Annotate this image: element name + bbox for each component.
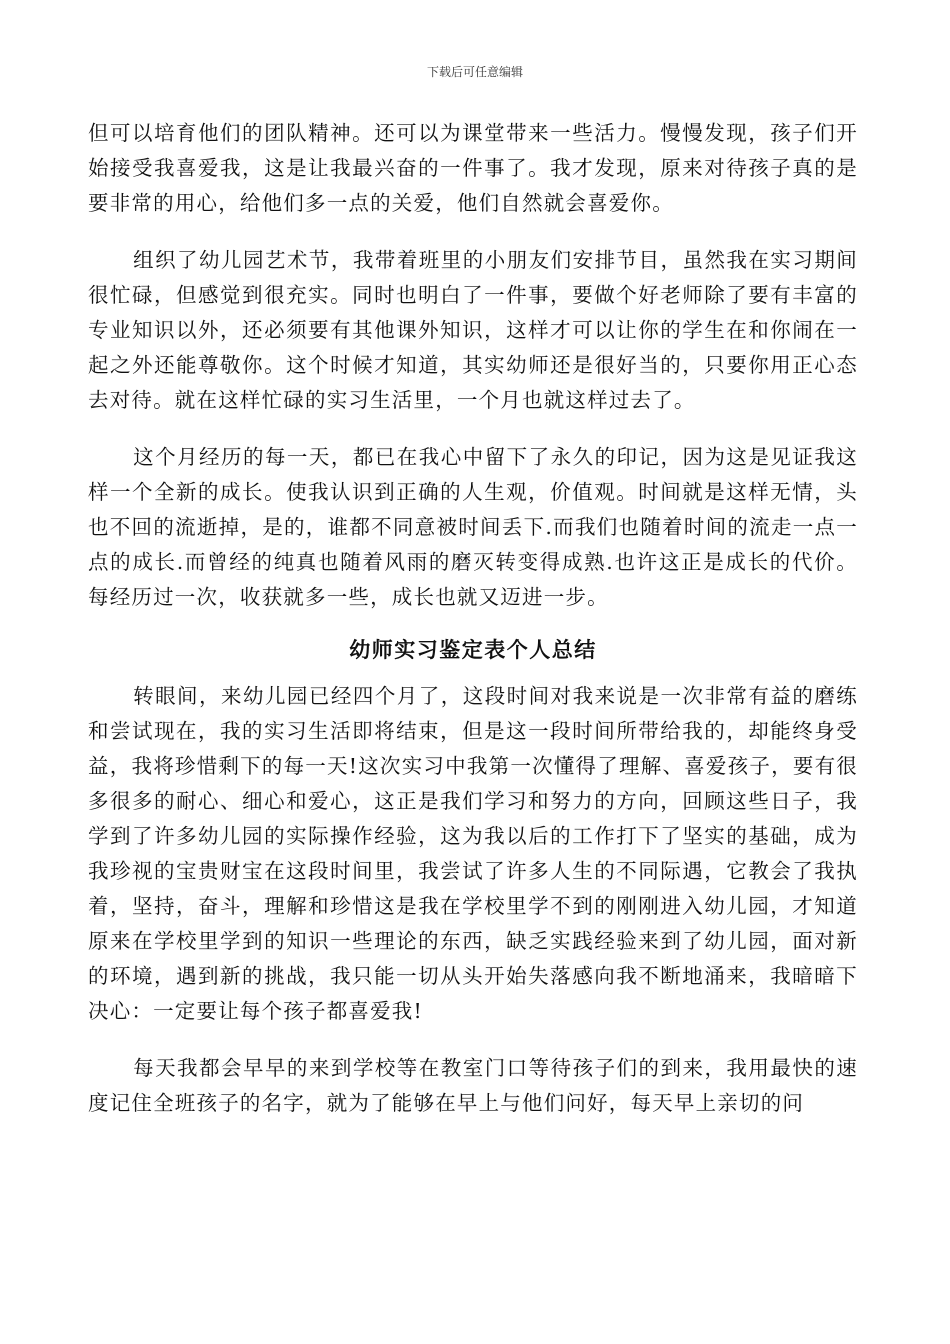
paragraph-growth: 这个月经历的每一天，都已在我心中留下了永久的印记，因为这是见证我这样一个全新的成长。使我认识到正确的人生观，价值观。时间就是这样无情，头也不回的流逝掉，是的，谁都不同意被时间丢下.而我们也随着时间的流走一点一点的成长.而曾经的纯真也随着风雨的磨灭转变得成熟.也许这正是成长的代价。每经历过一次，收获就多一些，成长也就又迈进一步。 [88, 445, 858, 609]
paragraph-summary: 转眼间，来幼儿园已经四个月了，这段时间对我来说是一次非常有益的磨练和尝试现在，我的实习生活即将结束，但是这一段时间所带给我的，却能终身受益，我将珍惜剩下的每一天!这次实习中我第一次懂得了理解、喜爱孩子，要有很多很多的耐心、细心和爱心，这正是我们学习和努力的方向，回顾这些日子，我学到了许多幼儿园的实际操作经验，这为我以后的工作打下了坚实的基础，成为我珍视的宝贵财宝在这段时间里，我尝试了许多人生的不同际遇，它教会了我执着，坚持，奋斗，理解和珍惜这是我在学校里学不到的刚刚进入幼儿园，才知道原来在学校里学到的知识一些理论的东西，缺乏实践经验来到了幼儿园，面对新的环境，遇到新的挑战，我只能一切从头开始失落感向我不断地涌来，我暗暗下决心：一定要让每个孩子都喜爱我! [88, 684, 858, 1023]
section-title: 幼师实习鉴定表个人总结 [349, 637, 597, 662]
paragraph-morning: 每天我都会早早的来到学校等在教室门口等待孩子们的到来，我用最快的速度记住全班孩子的名字，就为了能够在早上与他们问好，每天早上亲切的问 [88, 1056, 858, 1115]
page-header: 下载后可任意编辑 [426, 65, 523, 79]
document-body [88, 116, 858, 1121]
paragraph-continuation: 但可以培育他们的团队精神。还可以为课堂带来一些活力。慢慢发现，孩子们开始接受我喜爱我，这是让我最兴奋的一件事了。我才发现，原来对待孩子真的是要非常的用心，给他们多一点的关爱，他们自然就会喜爱你。 [88, 121, 858, 215]
paragraph-art-festival: 组织了幼儿园艺术节，我带着班里的小朋友们安排节目，虽然我在实习期间很忙碌，但感觉到很充实。同时也明白了一件事，要做个好老师除了要有丰富的专业知识以外，还必须要有其他课外知识，这样才可以让你的学生在和你闹在一起之外还能尊敬你。这个时候才知道，其实幼师还是很好当的，只要你用正心态去对待。就在这样忙碌的实习生活里，一个月也就这样过去了。 [88, 248, 858, 412]
